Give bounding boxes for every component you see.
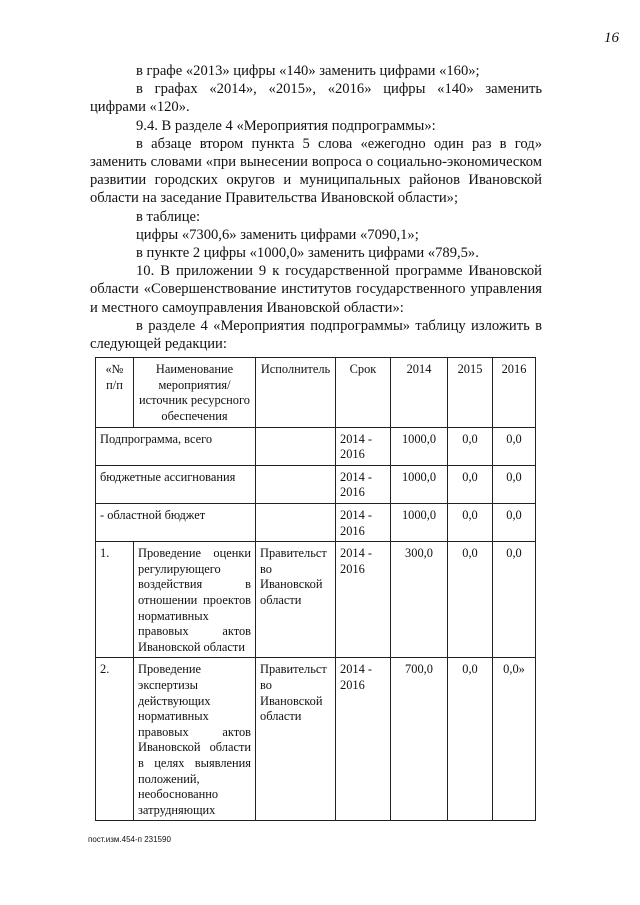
subprogram-table	[95, 357, 536, 821]
row-executor: Правительство Ивановской области	[256, 658, 336, 821]
paragraph: в таблице:	[136, 208, 201, 225]
table-row	[96, 542, 536, 658]
row-2015: 0,0	[448, 542, 493, 658]
table-header-row	[96, 358, 536, 427]
row-number: 1.	[96, 542, 134, 658]
header-cell: 2016	[493, 358, 536, 427]
row-2014: 700,0	[391, 658, 448, 821]
empty-cell	[256, 504, 336, 542]
row-name: бюджетные ассигнования	[96, 465, 256, 503]
table-row	[96, 504, 536, 542]
row-2014: 300,0	[391, 542, 448, 658]
paragraph: в разделе 4 «Мероприятия подпрограммы» таблицу изложить в следующей редакции:	[90, 317, 542, 353]
row-2015: 0,0	[448, 504, 493, 542]
row-2016: 0,0	[493, 465, 536, 503]
paragraph: 9.4. В разделе 4 «Мероприятия подпрограммы»:	[136, 117, 436, 134]
header-cell: Наименование мероприятия/источник ресурсного обеспечения	[134, 358, 256, 427]
row-2015: 0,0	[448, 658, 493, 821]
header-cell: 2014	[391, 358, 448, 427]
paragraph: в пункте 2 цифры «1000,0» заменить цифрами «789,5».	[136, 245, 479, 262]
empty-cell	[256, 427, 336, 465]
page-number: 16	[604, 30, 619, 46]
row-term: 2014 - 2016	[336, 658, 391, 821]
paragraph: 10. В приложении 9 к государственной программе Ивановской области «Совершенствование институтов государственного управления и местного самоуправления Ивановской области»:	[90, 263, 542, 316]
row-name: Подпрограмма, всего	[96, 427, 256, 465]
paragraph: в абзаце втором пункта 5 слова «ежегодно один раз в год» заменить словами «при вынесении вопроса о социально-экономическом развитии городских округов и муниципальных районов Ивановской области на заседание Правительства Ивановской области»;	[90, 135, 542, 207]
row-2014: 1000,0	[391, 465, 448, 503]
row-2016: 0,0	[493, 542, 536, 658]
row-2014: 1000,0	[391, 504, 448, 542]
row-2016: 0,0	[493, 504, 536, 542]
empty-cell	[256, 465, 336, 503]
row-2016: 0,0	[493, 427, 536, 465]
header-cell: Срок	[336, 358, 391, 427]
row-name: - областной бюджет	[96, 504, 256, 542]
row-2014: 1000,0	[391, 427, 448, 465]
table-row	[96, 465, 536, 503]
header-cell: «№ п/п	[96, 358, 134, 427]
row-name: Проведение экспертизы действующих нормативных правовых актов Ивановской области в целях выявления положений, необоснованно затрудняющих	[134, 658, 256, 821]
row-2016: 0,0»	[493, 658, 536, 821]
row-2015: 0,0	[448, 465, 493, 503]
paragraph: в графах «2014», «2015», «2016» цифры «140» заменить цифрами «120».	[90, 81, 542, 116]
table-row	[96, 427, 536, 465]
row-term: 2014 - 2016	[336, 465, 391, 503]
row-name: Проведение оценки регулирующего воздействия в отношении проектов нормативных правовых актов Ивановской области	[134, 542, 256, 658]
row-term: 2014 - 2016	[336, 504, 391, 542]
footer-code: пост.изм.454-п 231590	[88, 835, 171, 845]
row-number: 2.	[96, 658, 134, 821]
row-2015: 0,0	[448, 427, 493, 465]
paragraph: цифры «7300,6» заменить цифрами «7090,1»;	[136, 226, 419, 243]
header-cell: 2015	[448, 358, 493, 427]
row-term: 2014 - 2016	[336, 427, 391, 465]
table-row	[96, 658, 536, 821]
body-text	[90, 62, 542, 353]
row-term: 2014 - 2016	[336, 542, 391, 658]
header-cell: Исполнитель	[256, 358, 336, 427]
row-executor: Правительство Ивановской области	[256, 542, 336, 658]
paragraph: в графе «2013» цифры «140» заменить цифрами «160»;	[136, 63, 480, 79]
